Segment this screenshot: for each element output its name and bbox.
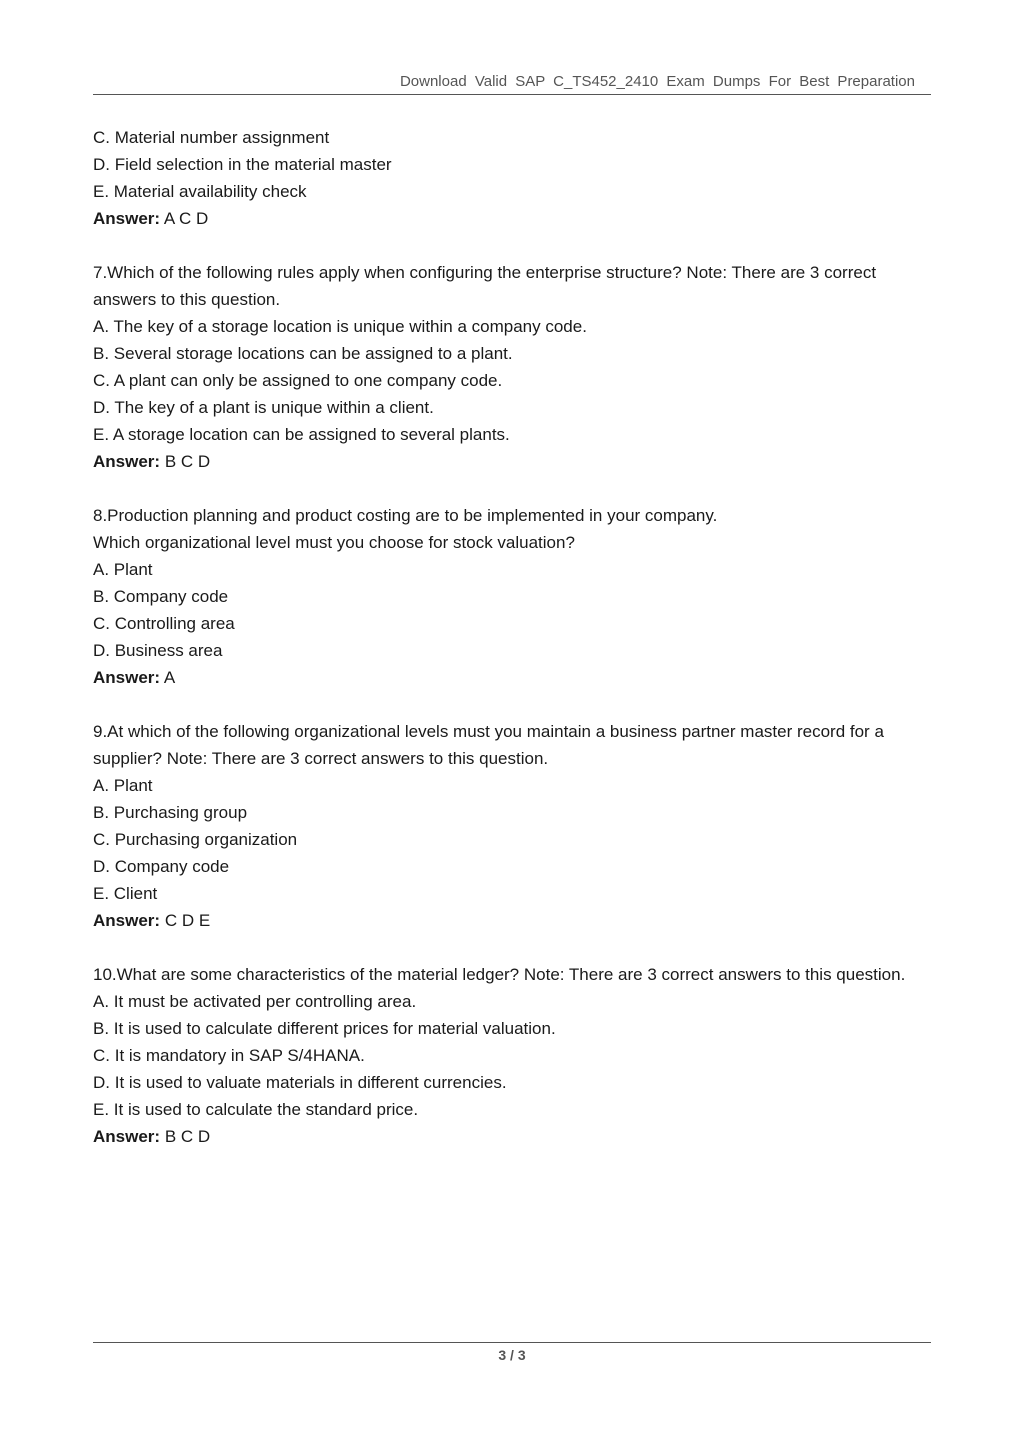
answer-label: Answer: xyxy=(93,911,161,930)
option-b: B. Company code xyxy=(93,587,229,606)
option-a: A. Plant xyxy=(93,560,153,579)
option-c: C. A plant can only be assigned to one company code. xyxy=(93,371,503,390)
header-title: Download Valid SAP C_TS452_2410 Exam Dumps For Best Preparation xyxy=(399,73,915,90)
option-e: E. Client xyxy=(93,884,158,903)
question-stem-continued: Which organizational level must you choose for stock valuation? xyxy=(93,533,575,552)
answer-value: B C D xyxy=(164,452,211,471)
option-d: D. The key of a plant is unique within a client. xyxy=(93,398,434,417)
option-c: C. Controlling area xyxy=(93,614,235,633)
question-stem: 8.Production planning and product costing are to be implemented in your company. xyxy=(93,506,718,525)
option-b: B. Purchasing group xyxy=(93,803,248,822)
question-stem: 9.At which of the following organizational levels must you maintain a business partner master record for a supplier? Note: There are 3 correct answers to this question. xyxy=(93,722,884,768)
spacer xyxy=(93,232,933,259)
answer-line xyxy=(93,448,933,475)
option-e: E. A storage location can be assigned to several plants. xyxy=(93,425,510,444)
option-c: C. Purchasing organization xyxy=(93,830,298,849)
question-9 xyxy=(93,718,933,934)
answer-line xyxy=(93,1123,933,1150)
option-e: E. Material availability check xyxy=(93,182,307,201)
document-body xyxy=(93,124,933,1150)
spacer xyxy=(93,691,933,718)
question-7 xyxy=(93,259,933,475)
option-b: B. Several storage locations can be assigned to a plant. xyxy=(93,344,513,363)
answer-line xyxy=(93,907,933,934)
question-8 xyxy=(93,502,933,691)
question-stem: 7.Which of the following rules apply when configuring the enterprise structure? Note: There are 3 correct answers to this question. xyxy=(93,263,877,309)
option-d: D. It is used to valuate materials in different currencies. xyxy=(93,1073,507,1092)
answer-value: B C D xyxy=(164,1127,211,1146)
question-stem: 10.What are some characteristics of the material ledger? Note: There are 3 correct answers to this question. xyxy=(93,965,906,984)
option-a: A. It must be activated per controlling area. xyxy=(93,992,417,1011)
answer-label: Answer: xyxy=(93,668,161,687)
answer-label: Answer: xyxy=(93,1127,161,1146)
question-10 xyxy=(93,961,933,1150)
spacer xyxy=(93,934,933,961)
option-b: B. It is used to calculate different prices for material valuation. xyxy=(93,1019,556,1038)
option-a: A. Plant xyxy=(93,776,153,795)
answer-label: Answer: xyxy=(93,209,161,228)
continued-question xyxy=(93,124,933,232)
page-number: 3 / 3 xyxy=(498,1347,526,1363)
option-a: A. The key of a storage location is unique within a company code. xyxy=(93,317,587,336)
header-divider xyxy=(93,94,931,95)
answer-value: C D E xyxy=(164,911,211,930)
answer-value: A xyxy=(163,668,176,687)
option-d: D. Business area xyxy=(93,641,223,660)
option-c: C. It is mandatory in SAP S/4HANA. xyxy=(93,1046,365,1065)
answer-value: A C D xyxy=(163,209,209,228)
spacer xyxy=(93,475,933,502)
answer-label: Answer: xyxy=(93,452,161,471)
answer-line xyxy=(93,664,933,691)
option-e: E. It is used to calculate the standard price. xyxy=(93,1100,419,1119)
answer-line xyxy=(93,205,933,232)
option-c: C. Material number assignment xyxy=(93,128,330,147)
option-d: D. Company code xyxy=(93,857,230,876)
footer-divider xyxy=(93,1342,931,1343)
option-d: D. Field selection in the material master xyxy=(93,155,392,174)
